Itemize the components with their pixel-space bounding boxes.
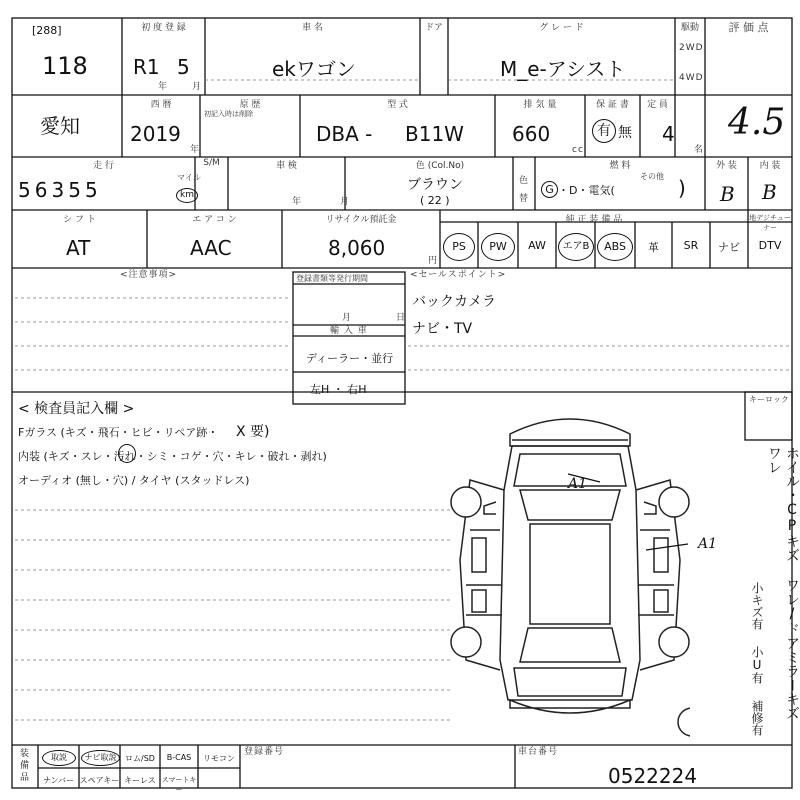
fuel-label: 燃 料: [609, 161, 631, 171]
mileage-label: 走 行: [93, 161, 114, 171]
shift-label: シ フ ト: [63, 215, 96, 225]
equip-abs: ABS: [597, 233, 633, 261]
footer-manual-circled: 取説: [42, 750, 76, 766]
import-label: 輸 入 車: [330, 326, 368, 336]
tv-tuner-label: 地デジチューナー: [749, 214, 791, 232]
shift-value: AT: [66, 236, 91, 260]
score-label: 評 価 点: [728, 21, 769, 34]
ac-value: AAC: [190, 236, 232, 260]
seireki-label: 西 暦: [150, 100, 172, 110]
capacity-label: 定 員: [647, 100, 668, 110]
warranty-yes-circled: 有: [592, 119, 616, 143]
handle-side: 左H ・ 右H: [310, 383, 367, 396]
reg-month: 5: [177, 55, 190, 79]
serial-number: 0522224: [608, 764, 698, 788]
equip-ps: PS: [443, 233, 475, 261]
mileage-digit: 6: [34, 178, 48, 202]
interior-label: 内 装: [759, 161, 781, 171]
exterior-grade: B: [720, 182, 735, 206]
mileage-digit: 5: [68, 178, 81, 202]
fuel-other-label: その他: [640, 172, 664, 181]
import-type: ディーラー・並行: [306, 352, 394, 365]
year-value: 2019: [130, 122, 181, 146]
color-value: ブラウン: [407, 177, 463, 193]
first-reg2-label: 原 歴: [239, 100, 261, 110]
mileage-digits: [18, 178, 98, 202]
model-prefix: DBA -: [316, 122, 373, 146]
exterior-label: 外 装: [716, 161, 737, 171]
sales-point-2: ナビ・TV: [412, 321, 473, 337]
serial-label: 車台番号: [518, 747, 559, 757]
footer-spare-key: スペアキー: [79, 776, 120, 785]
mei-label: 名: [694, 145, 705, 155]
yen-label: 円: [428, 256, 439, 266]
interior-grade: B: [762, 180, 777, 204]
notes-label: <注意事項>: [120, 270, 178, 280]
iro-label: 色: [519, 176, 530, 186]
grade-name: M_e-アシスト: [500, 57, 626, 81]
car-name-label: 車 名: [302, 23, 323, 33]
tsuki-label: 月: [192, 82, 203, 92]
fuel-close: ): [678, 176, 686, 200]
inspector-label: < 検査員記入欄 >: [18, 401, 135, 417]
displacement: 660: [512, 122, 551, 146]
engine-label: 排 気 量: [523, 100, 557, 110]
first-reg-label: 初 度 登 録: [141, 23, 186, 33]
shaken-tsuki: 月: [340, 197, 351, 207]
glass-mark: X 要): [236, 424, 270, 440]
equip-dtv: DTV: [758, 239, 782, 252]
first-reg-note: 初記入時は削除: [204, 110, 253, 118]
ac-label: エ ア コ ン: [192, 215, 237, 225]
drive-4wd: 4WD: [679, 73, 704, 83]
mileage-digit: 3: [51, 178, 65, 202]
equipment-label: 純 正 装 備 品: [565, 215, 623, 225]
grade-label: グ レ ー ド: [539, 23, 584, 33]
color-number: ( 22 ): [420, 194, 450, 207]
warranty-no: 無: [618, 125, 632, 141]
car-damage-diagram: [450, 410, 690, 740]
mileage-digit: 5: [18, 178, 31, 202]
footer-bcas: B-CAS: [166, 753, 192, 762]
shaken-label: 車 検: [276, 161, 297, 171]
equip-pw: PW: [481, 233, 515, 261]
equip-title-char: 品: [20, 773, 30, 783]
footer-smart-key: スマートキー: [161, 776, 197, 794]
day-label: 日: [396, 313, 407, 323]
drive-label: 駆動: [680, 23, 699, 33]
wheel-note-sub1: 小キズ有: [750, 582, 764, 630]
top-number: [288]: [32, 24, 62, 37]
nen2-label: 年: [190, 145, 201, 155]
footer-navi-manual-circled: ナビ取説: [81, 750, 120, 766]
model-label: 型 式: [387, 100, 408, 110]
equip-leather: 革: [648, 241, 659, 254]
warranty-label: 保 証 書: [596, 100, 629, 110]
keylock-label: キーロック: [749, 395, 789, 404]
equip-title-char: 装: [20, 749, 30, 759]
footer-remote: リモコン: [203, 754, 235, 763]
footer-rom-sd: ロム/SD: [125, 754, 155, 763]
inspector-line-audio: オーディオ (無し・穴) / タイヤ (スタッドレス): [18, 474, 250, 487]
equip-aw: AW: [528, 239, 546, 252]
sales-point-1: バックカメラ: [412, 294, 496, 310]
recycle-value: 8,060: [328, 236, 386, 260]
damage-mark-a1-side: A1: [698, 536, 718, 552]
equipment-title: [20, 748, 29, 784]
equip-navi: ナビ: [718, 241, 740, 254]
door-label: ドア: [425, 23, 443, 33]
drive-2wd: 2WD: [679, 43, 704, 53]
shaken-nen: 年: [292, 197, 303, 207]
wheel-note-sub2: 小U有: [750, 646, 764, 684]
cc-label: cc: [572, 145, 584, 155]
meter-label: S/M: [203, 158, 220, 168]
km-unit-circled: km: [176, 188, 198, 203]
reg-number-label: 登録番号: [244, 747, 285, 757]
inspector-line-glass: Fガラス (キズ・飛石・ヒビ・リペア跡・: [18, 426, 219, 439]
sales-points-label: <セールスポイント>: [410, 270, 507, 280]
equip-sr: SR: [683, 239, 699, 252]
reg-date-label: 登録書類等発行期間: [296, 274, 368, 283]
model-code: B11W: [405, 122, 464, 146]
fuel-options: ・D・電気(: [558, 184, 615, 197]
damage-mark-a1-front: A1: [568, 476, 588, 492]
wheel-note: ホイル・CPキズ ワレ/ドアミラーキズ ワレ: [766, 446, 800, 720]
month-label: 月: [342, 313, 353, 323]
kae-label: 替: [519, 194, 530, 204]
fuel-gasoline-circled: G: [541, 181, 558, 198]
lot-number: 118: [42, 52, 88, 80]
footer-number: ナンバー: [42, 776, 75, 785]
wheel-note-sub3: 補修有: [750, 700, 764, 736]
color-label: 色 (Col.No): [415, 161, 465, 171]
car-name: ekワゴン: [272, 57, 356, 81]
region: 愛知: [40, 114, 80, 138]
equip-airbag: エアB: [558, 233, 594, 261]
nen-label: 年: [158, 82, 169, 92]
era-year: R1: [133, 55, 160, 79]
inspector-line-interior: 内装 (キズ・スレ・汚れ・シミ・コゲ・穴・キレ・破れ・剥れ): [18, 450, 327, 463]
recycle-label: リサイクル預託金: [325, 215, 397, 225]
capacity-value: 4: [662, 122, 675, 146]
mile-unit: マイル: [177, 173, 201, 182]
footer-keyless: キーレス: [124, 776, 156, 785]
interior-stain-mark: [118, 444, 136, 463]
mileage-digit: 5: [84, 178, 98, 202]
score-value: 4.5: [728, 102, 786, 143]
equip-title-char: 備: [20, 761, 30, 771]
